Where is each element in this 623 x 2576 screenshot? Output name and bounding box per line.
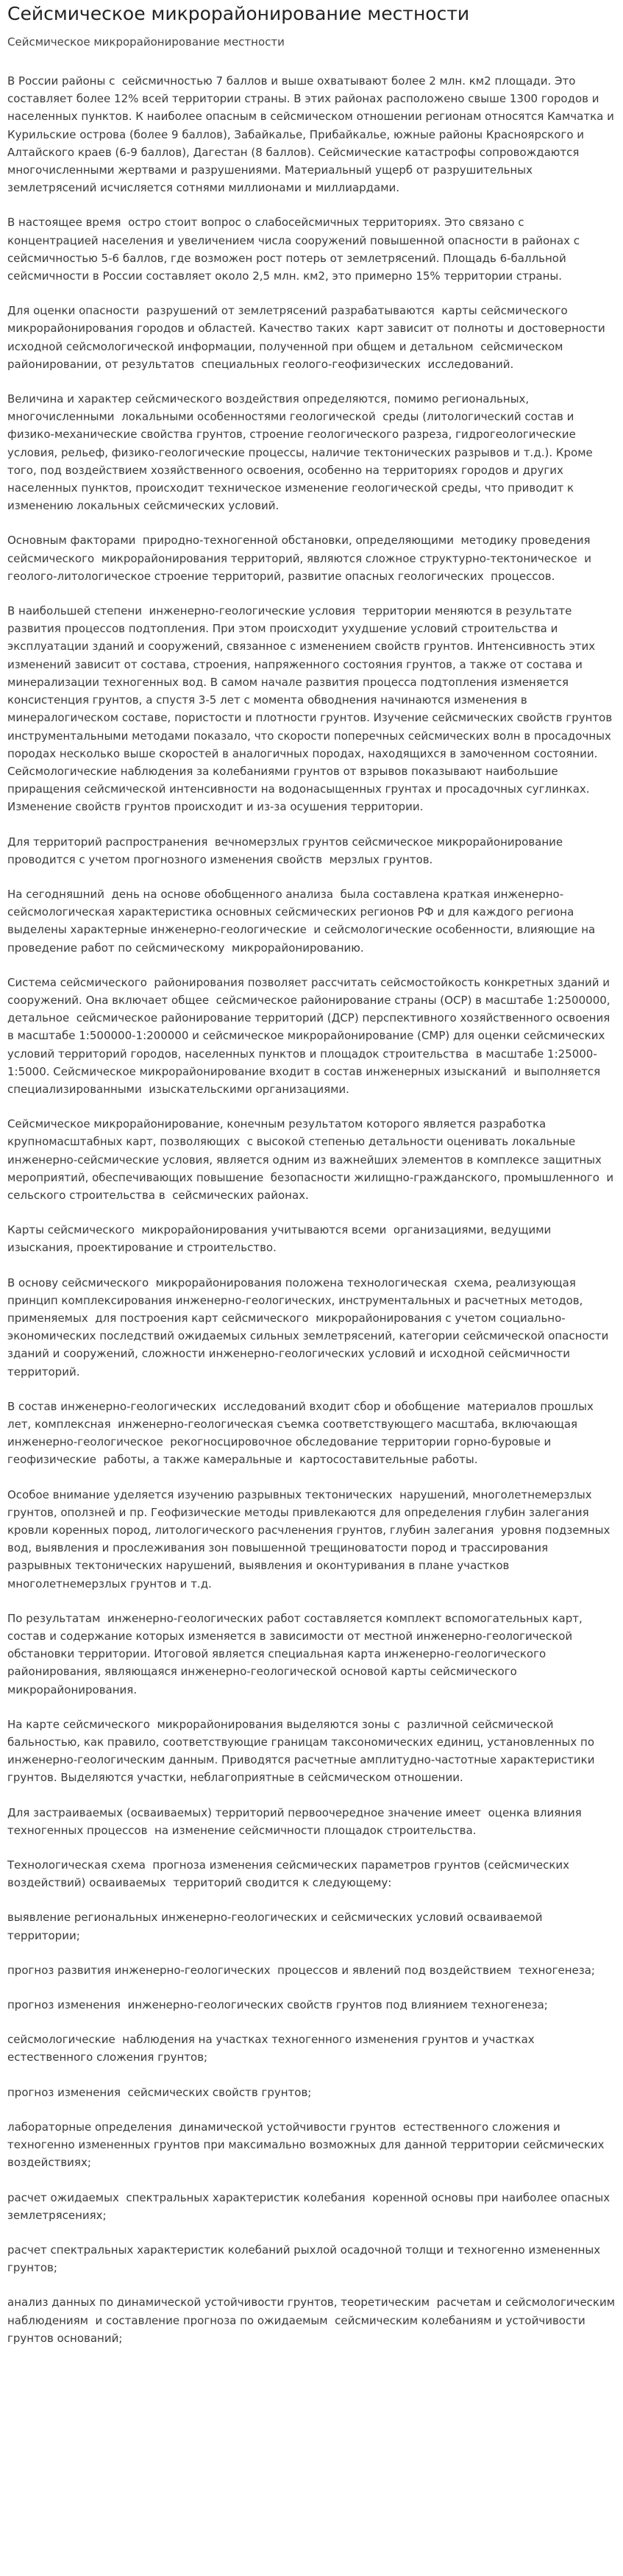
article-paragraph: Система сейсмического районирования позволяет рассчитать сейсмостойкость конкретных зданий и сооружений. Она включает общее сейсмическое районирование страны (ОСР) в масштабе 1:2500000, детальное сейсмическое районирование территорий (ДСР) перспективного хозяйственного освоения в масштабе 1:500000-1:200000 и сейсмическое микрорайонирование (СМР) для оценки сейсмических условий территорий городов, населенных пунктов и площадок строительства в масштабе 1:25000-1:5000. Сейсмическое микрорайонирование входит в состав инженерных изысканий и выполняется специализированными изыскательскими организациями. (7, 975, 614, 1096)
article-paragraph: Основным факторами природно-техногенной обстановки, определяющими методику проведения сейсмического микрорайонирования территорий, являются сложное структурно-тектоническое и геолого-литологическое строение территорий, развитие опасных геологических процессов. (7, 534, 595, 583)
article-paragraph: Технологическая схема прогноза изменения сейсмических параметров грунтов (сейсмических воздействий) осваиваемых территорий сводится к следующему: (7, 1858, 573, 1890)
article-paragraph: На сегодняшний день на основе обобщенного анализа была составлена краткая инженерно-сейсмологическая характеристика основных сейсмических регионов РФ и для каждого региона выделены характерные инженерно-геологические и сейсмологические особенности, влияющие на проведение работ по сейсмическому микрорайонированию. (7, 887, 599, 955)
article-paragraph: Для территорий распространения вечномерзлых грунтов сейсмическое микрорайонирование проводится с учетом прогнозного изменения свойств мерзлых грунтов. (7, 835, 566, 866)
article-page (0, 3, 623, 2347)
article-paragraph: прогноз изменения сейсмических свойств грунтов; (7, 2085, 312, 2099)
article-paragraph: прогноз развития инженерно-геологических процессов и явлений под воздействием техногенеза; (7, 1963, 595, 1977)
article-paragraph: В основу сейсмического микрорайонирования положена технологическая схема, реализующая принцип комплексирования инженерно-геологических, инструментальных и расчетных методов, применяемых для построения карт сейсмического микрорайонирования с учетом социально-экономических последствий ожидаемых сильных землетрясений, категории сейсмической опасности зданий и сооружений, сложности инженерно-геологических условий и исходной сейсмичности территорий. (7, 1275, 613, 1379)
article-body (7, 72, 619, 2347)
article-paragraph: В состав инженерно-геологических исследований входит сбор и обобщение материалов прошлых лет, комплексная инженерно-геологическая съемка соответствующего масштаба, включающая инженерно-геологическое рекогносцировочное обследование территории горно-буровые и геофизические работы, а также камеральные и картосоставительные работы. (7, 1399, 597, 1467)
article-paragraph: По результатам инженерно-геологических работ составляется комплект вспомогательных карт, состав и содержание которых изменяется в зависимости от местной инженерно-геологической обстановки территории. Итоговой является специальная карта инженерно-геологического районирования, являющаяся инженерно-геологической основой карты сейсмического микрорайонирования. (7, 1611, 586, 1696)
article-paragraph: Особое внимание уделяется изучению разрывных тектонических нарушений, многолетнемерзлых грунтов, оползней и пр. Геофизические методы привлекаются для определения глубин залегания кровли коренных пород, литологического расчленения грунтов, глубин залегания уровня подземных вод, выявления и прослеживания зон повышенной трещиноватости пород и трассирования разрывных тектонических нарушений, выявления и оконтуривания в плане участков многолетнемерзлых грунтов и т.д. (7, 1487, 614, 1590)
article-paragraph: анализ данных по динамической устойчивости грунтов, теоретическим расчетам и сейсмологическим наблюдениям и составление прогноза по ожидаемым сейсмическим колебаниям и устойчивости грунтов оснований; (7, 2296, 619, 2345)
article-paragraph: прогноз изменения инженерно-геологических свойств грунтов под влиянием техногенеза; (7, 1998, 548, 2012)
article-paragraph: расчет спектральных характеристик колебаний рыхлой осадочной толщи и техногенно измененных грунтов; (7, 2243, 604, 2275)
article-paragraph: В настоящее время остро стоит вопрос о слабосейсмичных территориях. Это связано с концентрацией населения и увеличением числа сооружений повышенной опасности в районах с сейсмичностью 5-6 баллов, где возможен рост потерь от землетрясений. Площадь 6-балльной сейсмичности в России составляет около 2,5 млн. км2, это примерно 15% территории страны. (7, 216, 583, 283)
page-title: Сейсмическое микрорайонирование местности (7, 3, 470, 24)
article-paragraph: Для оценки опасности разрушений от землетрясений разрабатываются карты сейсмического микрорайонирования городов и областей. Качество таких карт зависит от полноты и достоверности исходной сейсмологической информации, полученной при общем и детальном сейсмическом районировании, от результатов специальных геолого-геофизических исследований. (7, 304, 613, 371)
page-subtitle: Сейсмическое микрорайонирование местности (7, 35, 285, 49)
article-paragraph: расчет ожидаемых спектральных характеристик колебания коренной основы при наиболее опасных землетрясениях; (7, 2190, 617, 2222)
article-paragraph: Величина и характер сейсмического воздействия определяются, помимо региональных, многочисленными локальными особенностями геологической среды (литологический состав и физико-механические свойства грунтов, строение геологического разреза, гидрогеологические условия, рельеф, физико-геологические процессы, наличие тектонических разрывов и т.д.). Кроме того, под воздействием хозяйственного освоения, особенно на территориях городов и других населенных пунктов, происходит техническое изменение геологической среды, что приводит к изменению локальных сейсмических условий. (7, 392, 597, 513)
article-paragraph: лабораторные определения динамической устойчивости грунтов естественного сложения и техногенно измененных грунтов при максимально возможных для данной территории сейсмических воздействиях; (7, 2120, 608, 2170)
article-paragraph: выявление региональных инженерно-геологических и сейсмических условий осваиваемой территории; (7, 1911, 547, 1942)
article-paragraph: Сейсмическое микрорайонирование, конечным результатом которого является разработка крупномасштабных карт, позволяющих с высокой степенью детальности оценивать локальные инженерно-сейсмические условия, является одним из важнейших элементов в комплексе защитных мероприятий, обеспечивающих повышение безопасности жилищно-гражданского, промышленного и сельского строительства в сейсмических районах. (7, 1117, 617, 1202)
article-paragraph: Для застраиваемых (осваиваемых) территорий первоочередное значение имеет оценка влияния техногенных процессов на изменение сейсмичности площадок строительства. (7, 1805, 585, 1837)
article-paragraph: Карты сейсмического микрорайонирования учитываются всеми организациями, ведущими изыскания, проектирование и строительство. (7, 1223, 555, 1255)
article-paragraph: В России районы с сейсмичностью 7 баллов и выше охватывают более 2 млн. км2 площади. Это составляет более 12% всей территории страны. В этих районах расположено свыше 1300 городов и населенных пунктов. К наиболее опасным в сейсмическом отношении регионам относятся Камчатка и Курильские острова (более 9 баллов), Забайкалье, Прибайкалье, южные районы Красноярского и Алтайского краев (6-9 баллов), Дагестан (8 баллов). Сейсмические катастрофы сопровождаются многочисленными жертвами и разрушениями. Материальный ущерб от разрушительных землетрясений исчисляется сотнями миллионами и миллиардами. (7, 74, 618, 195)
article-paragraph: сейсмологические наблюдения на участках техногенного изменения грунтов и участках естественного сложения грунтов; (7, 2033, 538, 2064)
article-paragraph: На карте сейсмического микрорайонирования выделяются зоны с различной сейсмической бальностью, как правило, соответствующие границам таксономических единиц, установленных по инженерно-геологическим данным. Приводятся расчетные амплитудно-частотные характеристики грунтов. Выделяются участки, неблагоприятные в сейсмическом отношении. (7, 1717, 599, 1785)
article-paragraph: В наибольшей степени инженерно-геологические условия территории меняются в результате развития процессов подтопления. При этом происходит ухудшение условий строительства и эксплуатации зданий и сооружений, связанное с изменением свойств грунтов. Интенсивность этих изменений зависит от состава, строения, напряженного состояния грунтов, а также от состава и минерализации техногенных вод. В самом начале развития процесса подтопления изменяется консистенция грунтов, а спустя 3-5 лет с момента обводнения начинаются изменения в минералогическом составе, пористости и плотности грунтов. Изучение сейсмических свойств грунтов инструментальными методами показало, что скорости поперечных сейсмических волн в просадочных породах несколько выше скоростей в аналогичных породах, находящихся в замоченном состоянии. Сейсмологические наблюдения за колебаниями грунтов от взрывов показывают наибольшие приращения сейсмической интенсивности на водонасыщенных грунтах и просадочных суглинках. Изменение свойств грунтов происходит и из-за осушения территории. (7, 604, 616, 814)
